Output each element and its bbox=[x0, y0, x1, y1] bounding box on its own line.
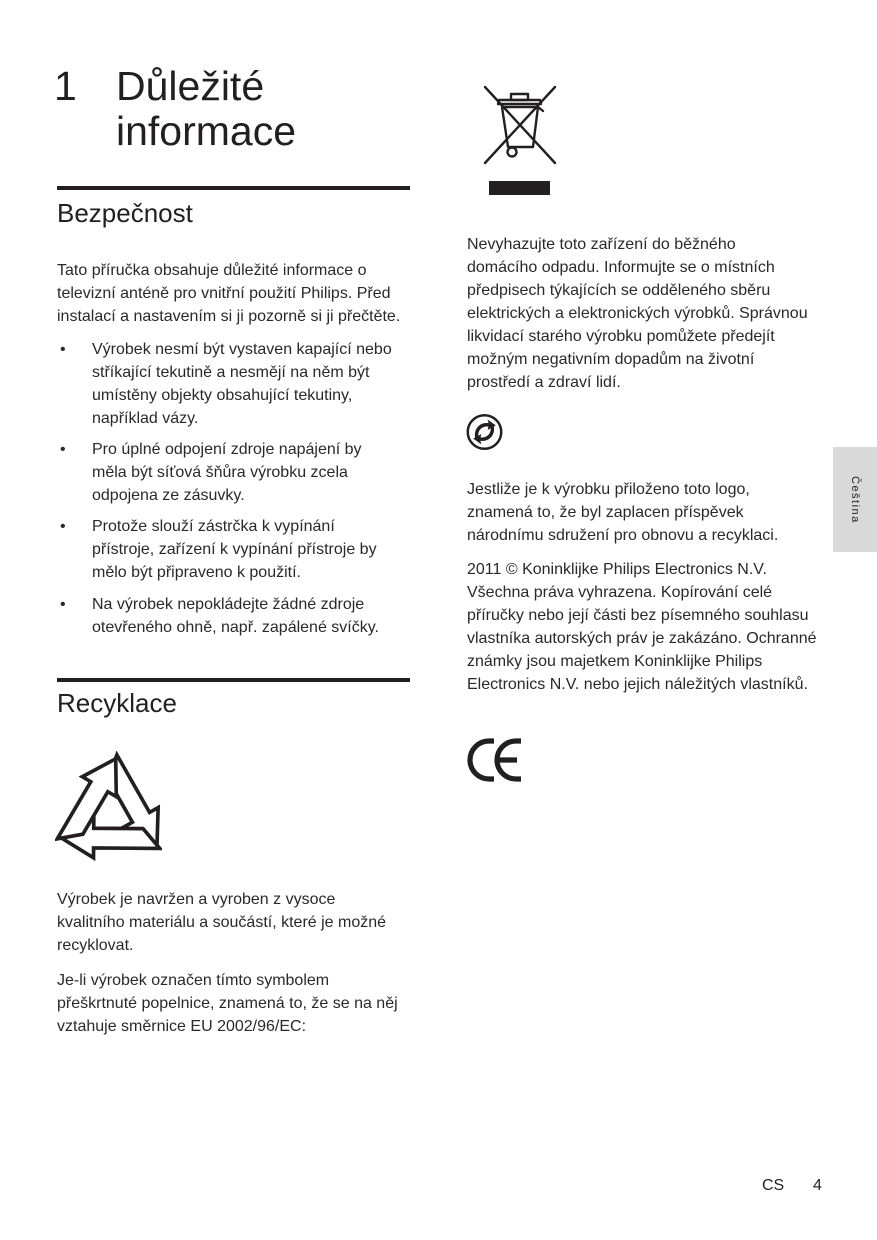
crossed-out-wheelie-bin-icon bbox=[483, 85, 557, 197]
text-line: přeškrtnuté popelnice, znamená to, že se na něj bbox=[57, 995, 398, 1012]
safety-bullet-item bbox=[57, 438, 410, 507]
text-line: přístroje, zařízení k vypínání přístroje by bbox=[92, 541, 377, 558]
text-line: instalací a nastavením si ji pozorně si ji přečtěte. bbox=[57, 308, 401, 325]
chapter-title-line: Důležité bbox=[116, 63, 265, 109]
text-line: umístěny objekty obsahující tekutiny, bbox=[92, 387, 353, 404]
bullet-glyph: • bbox=[60, 441, 66, 458]
bullet-text bbox=[92, 593, 410, 639]
text-line: likvidací starého výrobku pomůžete předejít bbox=[467, 328, 775, 345]
chapter-title-line: informace bbox=[116, 108, 297, 154]
bullet-text bbox=[92, 515, 410, 584]
bullet-glyph: • bbox=[60, 596, 66, 613]
copyright-paragraph bbox=[467, 558, 827, 696]
text-line: Pro úplné odpojení zdroje napájení by bbox=[92, 441, 362, 458]
ce-mark-icon bbox=[467, 738, 523, 782]
text-line: otevřeného ohně, např. zapálené svíčky. bbox=[92, 619, 379, 636]
text-line: prostředí a zdraví lidí. bbox=[467, 374, 621, 391]
bullet-glyph: • bbox=[60, 341, 66, 358]
section-divider-recycling bbox=[57, 678, 410, 682]
footer-page-number: 4 bbox=[813, 1177, 822, 1194]
text-line: měla být síťová šňůra výrobku zcela bbox=[92, 464, 348, 481]
text-line: odpojena ze zásuvky. bbox=[92, 487, 245, 504]
text-line: příručky nebo její části bez písemného souhlasu bbox=[467, 607, 809, 624]
text-line: Electronics N.V. nebo jejich náležitých vlastníků. bbox=[467, 676, 808, 693]
text-line: Tato příručka obsahuje důležité informace o bbox=[57, 262, 367, 279]
text-line: Výrobek nesmí být vystaven kapající nebo bbox=[92, 341, 392, 358]
safety-intro-paragraph bbox=[57, 259, 410, 328]
text-line: Všechna práva vyhrazena. Kopírování celé bbox=[467, 584, 773, 601]
chapter-number: 1 bbox=[54, 63, 77, 109]
text-line: možným negativním dopadům na životní bbox=[467, 351, 755, 368]
section-heading-recycling: Recyklace bbox=[57, 688, 177, 718]
text-line: znamená to, že byl zaplacen příspěvek bbox=[467, 504, 744, 521]
text-line: kvalitního materiálu a součástí, které je možné bbox=[57, 914, 387, 931]
text-line: stříkající tekutině a nesmějí na něm být bbox=[92, 364, 370, 381]
green-dot-paragraph bbox=[467, 478, 827, 547]
safety-bullet-item bbox=[57, 338, 410, 430]
text-line: vztahuje směrnice EU 2002/96/EC: bbox=[57, 1018, 307, 1035]
text-line: známky jsou majetkem Koninklijke Philips bbox=[467, 653, 763, 670]
section-divider-safety bbox=[57, 186, 410, 190]
text-line: mělo být připraveno k použití. bbox=[92, 564, 301, 581]
disposal-paragraph bbox=[467, 233, 827, 394]
text-line: elektrických a elektronických výrobků. Správnou bbox=[467, 305, 808, 322]
text-line: předpisech týkajících se odděleného sběru bbox=[467, 282, 771, 299]
text-line: národnímu sdružení pro obnovu a recyklaci. bbox=[467, 527, 779, 544]
bullet-text bbox=[92, 338, 410, 430]
text-line: domácího odpadu. Informujte se o místních bbox=[467, 259, 775, 276]
language-side-tab bbox=[833, 447, 877, 552]
text-line: televizní anténě pro vnitřní použití Philips. Před bbox=[57, 285, 391, 302]
chapter-title bbox=[116, 64, 296, 154]
text-line: Na výrobek nepokládejte žádné zdroje bbox=[92, 596, 365, 613]
safety-bullet-item bbox=[57, 593, 410, 639]
bullet-text bbox=[92, 438, 410, 507]
safety-bullet-item bbox=[57, 515, 410, 584]
recycling-symbol-paragraph bbox=[57, 969, 410, 1038]
green-dot-icon bbox=[466, 413, 503, 451]
footer-language-code: CS bbox=[762, 1177, 785, 1194]
recycling-materials-paragraph bbox=[57, 888, 410, 957]
recycle-icon bbox=[55, 751, 162, 863]
side-tab-label: Čeština bbox=[849, 475, 861, 524]
text-line: recyklovat. bbox=[57, 937, 134, 954]
text-line: Jestliže je k výrobku přiloženo toto logo, bbox=[467, 481, 750, 498]
text-line: Výrobek je navržen a vyroben z vysoce bbox=[57, 891, 336, 908]
text-line: vlastníka autorských práv je zakázáno. Ochranné bbox=[467, 630, 817, 647]
text-line: Je-li výrobek označen tímto symbolem bbox=[57, 972, 330, 989]
text-line: Nevyhazujte toto zařízení do běžného bbox=[467, 236, 736, 253]
text-line: Protože slouží zástrčka k vypínání bbox=[92, 518, 335, 535]
text-line: 2011 © Koninklijke Philips Electronics N.V. bbox=[467, 561, 767, 578]
bullet-glyph: • bbox=[60, 518, 66, 535]
section-heading-safety: Bezpečnost bbox=[57, 198, 193, 228]
text-line: například vázy. bbox=[92, 410, 199, 427]
